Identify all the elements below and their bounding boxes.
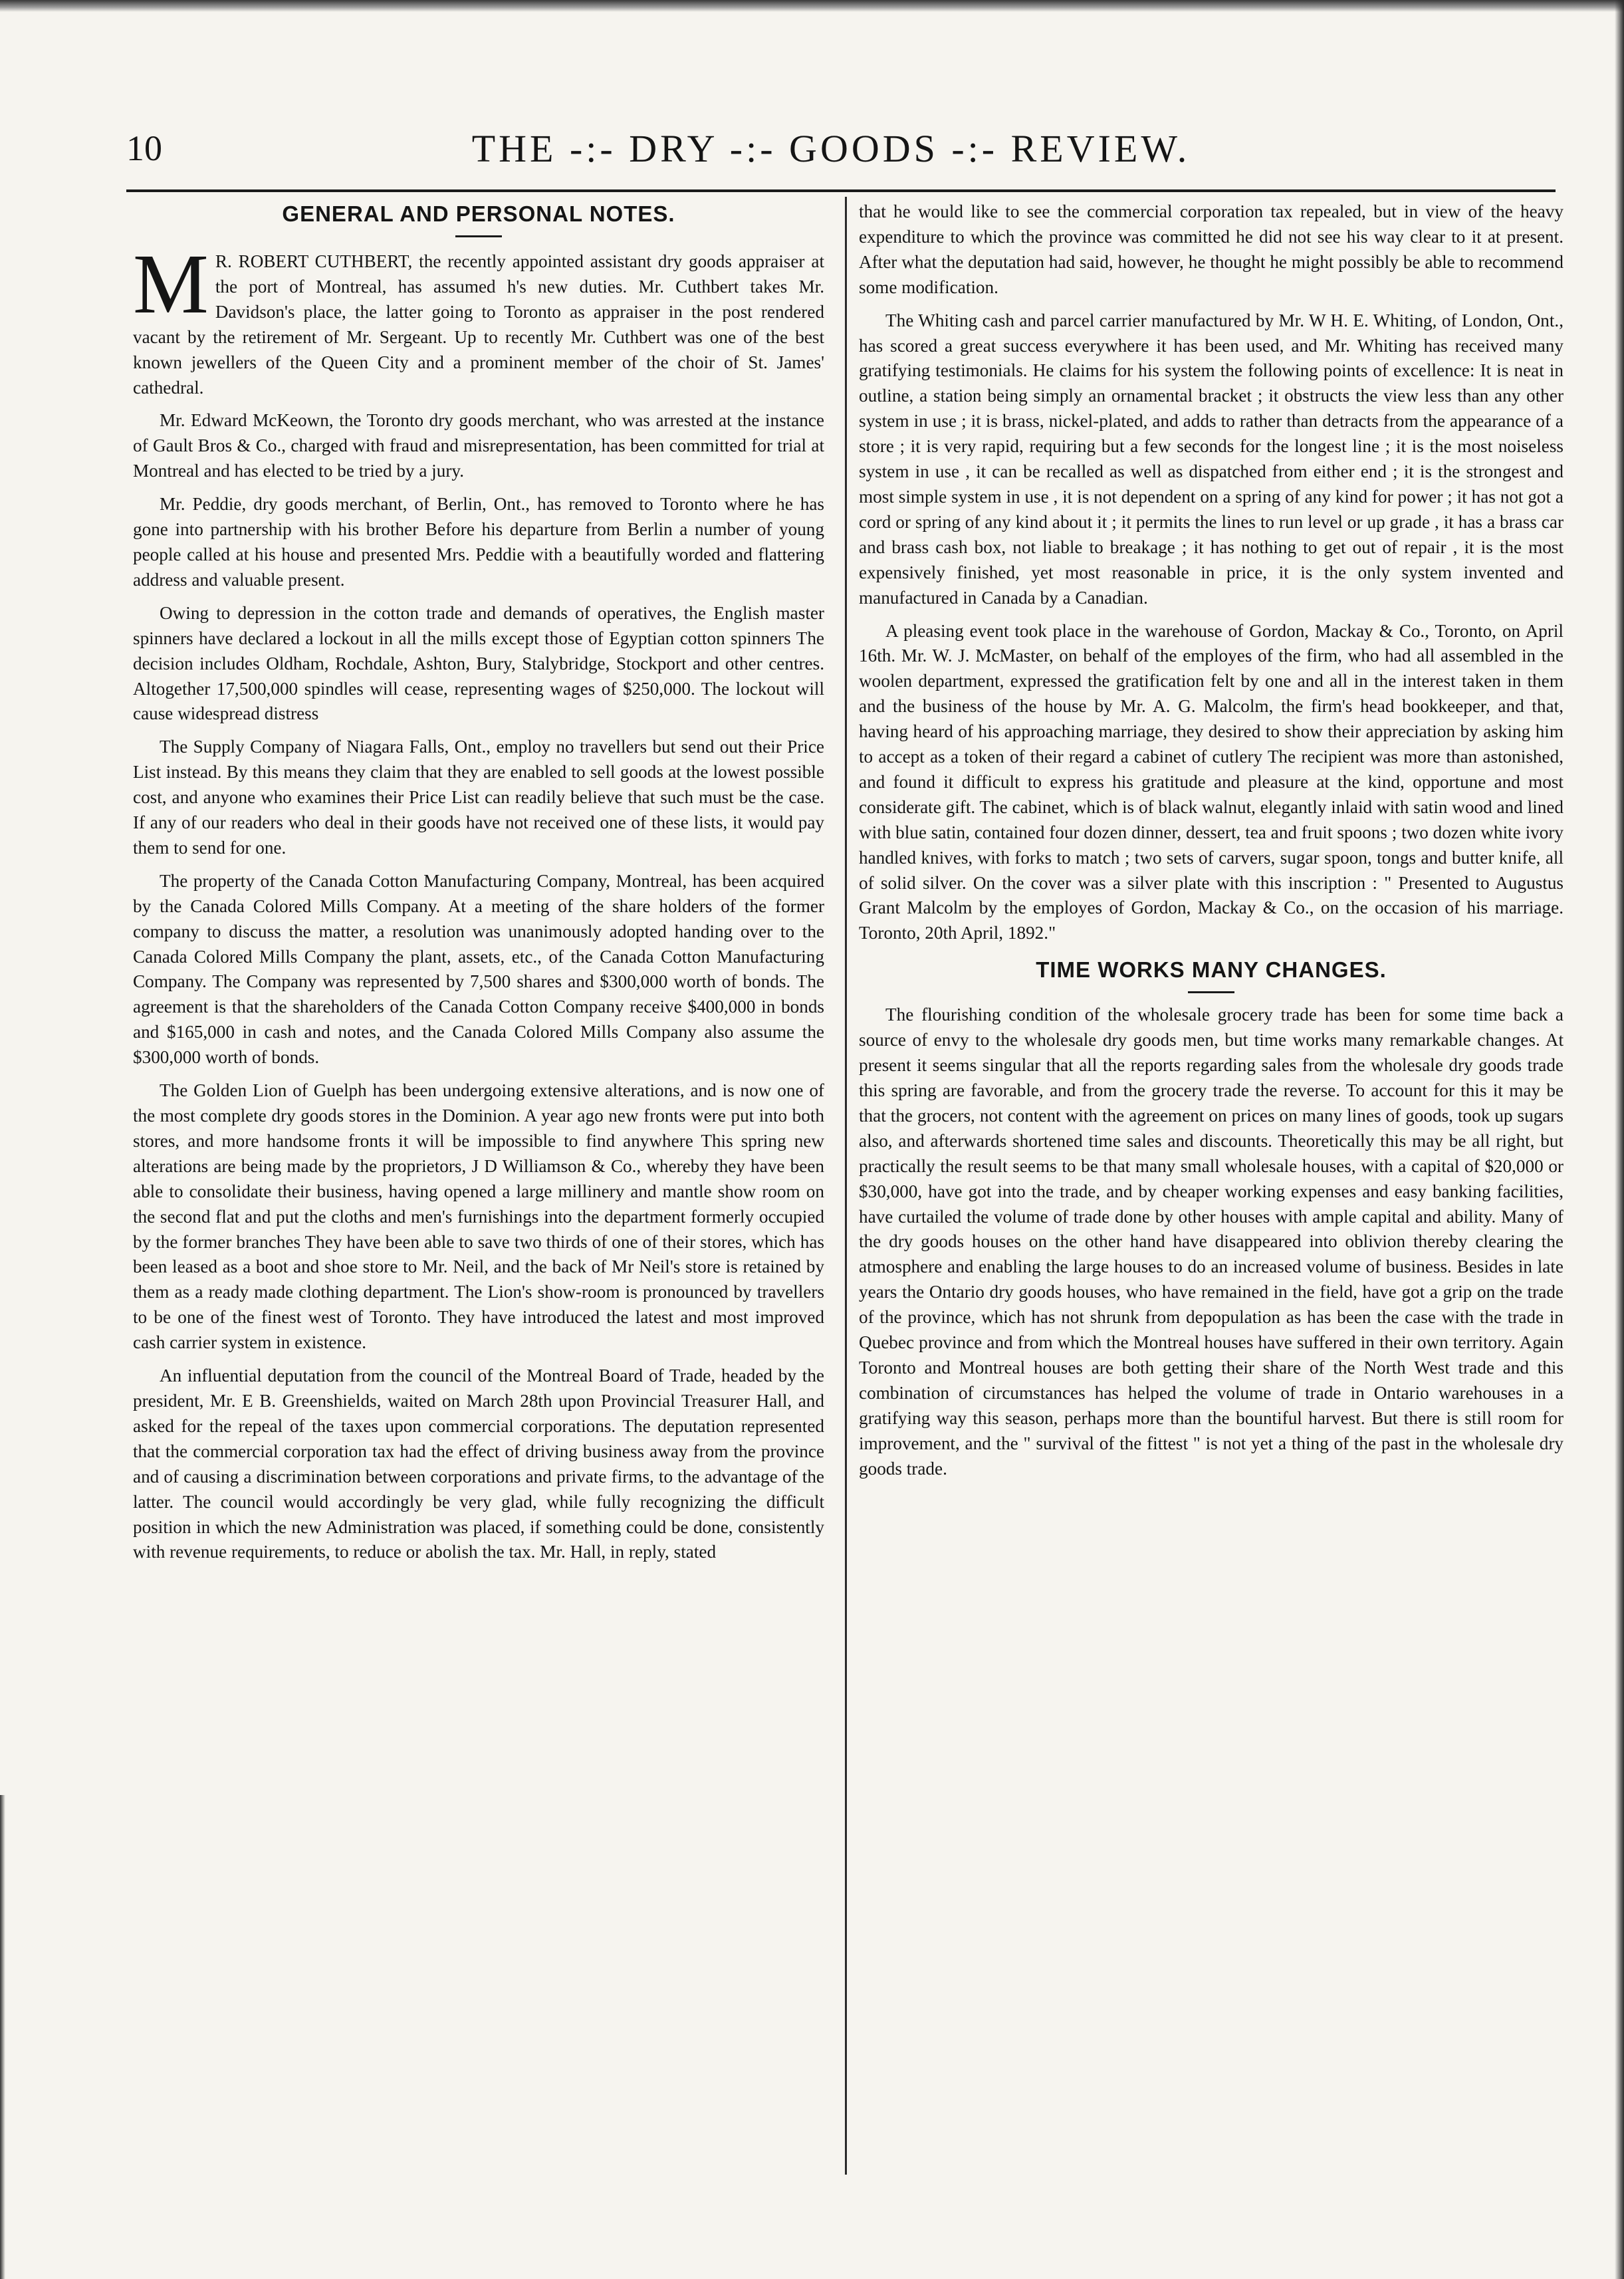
page-header <box>113 120 1549 193</box>
heading-rule <box>1188 991 1234 993</box>
article-paragraph: The Whiting cash and parcel carrier manufactured by Mr. W H. E. Whiting, of London, Ont., has scored a great success everywhere it has been used, and Mr. Whiting has received many gratifying testimonials. He claims for his system the following points of excellence: It is neat in outline, a station being simply an ornamental bracket ; it obstructs the view less than any other system in use ; it is brass, nickel-plated, and adds to rather than detracts from the appearance of a store ; it is very rapid, requiring but a few seconds for the longest line ; it is the most noiseless system in use , it can be recalled as well as dispatched from either end ; it is the strongest and most simple system in use , it is not dependent on a spring of any kind for power ; it has not got a cord or spring of any kind about it ; it permits the lines to run level or up grade , it has a brass car and brass cash box, not liable to breakage ; it has nothing to get out of repair , it is the most expensively finished, yet most reasonable in price, it is the only system invented and manufactured in Canada by a Canadian. <box>859 310 1564 608</box>
article-paragraph: The Supply Company of Niagara Falls, Ont., employ no travellers but send out their Price List instead. By this means they claim that they are enabled to sell goods at the lowest possible cost, and anyone who examines their Price List can readily believe that such must be the case. If any of our readers who deal in their goods have not received one of these lists, it would pay them to send for one. <box>133 737 824 858</box>
article-paragraph: The flourishing condition of the wholesale grocery trade has been for some time back a source of envy to the wholesale dry goods men, but time works many remarkable changes. At present it seems singular that all the reports regarding sales from the wholesale dry goods trade this spring are favorable, and from the grocery trade the reverse. To account for this it may be that the grocers, not content with the agreement on prices on many lines of goods, took up sugars also, and afterwards shortened time sales and discounts. Theoretically this may be all right, but practically the result seems to be that many small wholesale houses, with a capital of $20,000 or $30,000, have got into the trade, and by cheaper working expenses and easy banking facilities, have curtailed the volume of trade done by other houses with ample capital and ability. Many of the dry goods houses on the other hand have disappeared into oblivion thereby clearing the atmosphere and enabling the large houses to do an increased volume of business. Besides in late years the Ontario dry goods houses, who have remained in the field, have got a grip on the trade of the province, which has not shrunk from depopulation as has been the case with the trade in Quebec province and from which the Montreal houses have suffered in their own territory. Again Toronto and Montreal houses are both getting their share of the North West trade and this combination of circumstances has helped the volume of trade in Ontario warehouses in a gratifying way this season, perhaps more than the bountiful harvest. But there is still room for improvement, and the " survival of the fittest " is not yet a thing of the past in the wholesale dry goods trade. <box>859 1005 1564 1479</box>
left-column <box>133 199 824 1573</box>
paragraph-text: R. ROBERT CUTHBERT, the recently appointed assistant dry goods appraiser at the port of Montreal, has assumed h's new duties. Mr. Cuthbert takes Mr. Davidson's place, the latter going to Toronto as appraiser in the post rendered vacant by the retirement of Mr. Sergeant. Up to recently Mr. Cuthbert was one of the best known jewellers of the Queen City and a prominent member of the choir of St. James' cathedral. <box>133 251 824 398</box>
section-heading-general-notes: GENERAL AND PERSONAL NOTES. <box>282 201 675 226</box>
heading-rule <box>455 235 502 237</box>
scan-edge-top <box>0 0 1624 12</box>
article-paragraph: The property of the Canada Cotton Manufacturing Company, Montreal, has been acquired by the Canada Colored Mills Company. At a meeting of the share holders of the former company to discuss the matter, a resolution was unanimously adopted handing over to the Canada Colored Mills Company the plant, assets, etc., of the Canada Cotton Manufacturing Company. The Company was represented by 7,500 shares and $300,000 worth of bonds. The agreement is that the shareholders of the Canada Cotton Company receive $400,000 in bonds and $165,000 in cash and notes, and the Canada Colored Mills Company also assume the $300,000 worth of bonds. <box>133 870 824 1068</box>
article-paragraph: Mr. Edward McKeown, the Toronto dry goods merchant, who was arrested at the instance of Gault Bros & Co., charged with fraud and misrepresentation, has been committed for trial at Montreal and has elected to be tried by a jury. <box>133 410 824 481</box>
article-paragraph: A pleasing event took place in the warehouse of Gordon, Mackay & Co., Toronto, on April 16th. Mr. W. J. McMaster, on behalf of the employes of the firm, who had all assembled in the woolen department, expressed the gratification felt by one and all in the interest taken in them and the business of the house by Mr. A. G. Malcolm, the firm's head bookkeeper, and that, having heard of his approaching marriage, they desired to show their appreciation by asking him to accept as a token of their regard a cabinet of cutlery The recipient was more than astonished, and found it difficult to express his gratitude and pleasure at the kind, opportune and most considerate gift. The cabinet, which is of black walnut, elegantly inlaid with satin wood and lined with blue satin, contained four dozen dinner, dessert, tea and fruit spoons ; two dozen white ivory handled knives, with forks to match ; two sets of carvers, sugar spoon, tongs and butter knife, all of solid silver. On the cover was a silver plate with this inscription : " Presented to Augustus Grant Malcolm by the employes of Gordon, Mackay & Co., on the occasion of his marriage. Toronto, 20th April, 1892." <box>859 620 1564 943</box>
page-number: 10 <box>126 128 162 168</box>
article-paragraph: that he would like to see the commercial corporation tax repealed, but in view of the heavy expenditure to which the province was committed he did not see his way clear to it at present. After what the deputation had said, however, he thought he might possibly be able to recommend some modification. <box>859 201 1564 297</box>
article-paragraph: Mr. Peddie, dry goods merchant, of Berlin, Ont., has removed to Toronto where he has gone into partnership with his brother Before his departure from Berlin a number of young people called at his house and presented Mrs. Peddie with a beautifully worded and flattering address and valuable present. <box>133 494 824 590</box>
header-rule <box>126 189 1556 192</box>
article-paragraph: The Golden Lion of Guelph has been undergoing extensive alterations, and is now one of the most complete dry goods stores in the Dominion. A year ago new fronts were put into both stores, and more handsome fronts it will be impossible to find anywhere This spring new alterations are being made by the proprietors, J D Williamson & Co., whereby they have been able to consolidate their business, having opened a large millinery and mantle show room on the second flat and put the cloths and men's furnishings into the department formerly occupied by the former branches They have been able to save two thirds of one of their stores, which has been leased as a boot and shoe store to Mr. Neil, and the back of Mr Neil's store is retained by them as a ready made clothing department. The Lion's show-room is pronounced by travellers to be one of the finest west of Toronto. They have introduced the latest and most improved cash carrier system in existence. <box>133 1080 824 1353</box>
article-paragraph: An influential deputation from the council of the Montreal Board of Trade, headed by the president, Mr. E B. Greenshields, waited on March 28th upon Provincial Treasurer Hall, and asked for the repeal of the taxes upon commercial corporations. The deputation represented that the commercial corporation tax had the effect of driving business away from the province and of causing a discrimination between corporations and private firms, to the advantage of the latter. The council would accordingly be very glad, while fully recognizing the difficult position in which the new Administration was placed, if something could be done, consistently with revenue requirements, to reduce or abolish the tax. Mr. Hall, in reply, stated <box>133 1366 824 1562</box>
scan-edge-right <box>1615 0 1624 2279</box>
column-divider <box>845 197 847 2175</box>
drop-cap: M <box>133 237 209 331</box>
section-heading-time-works: TIME WORKS MANY CHANGES. <box>1036 957 1387 983</box>
article-paragraph: Owing to depression in the cotton trade and demands of operatives, the English master spinners have declared a lockout in all the mills except those of Egyptian cotton spinners The decision includes Oldham, Rochdale, Ashton, Bury, Stalybridge, Stockport and other centres. Altogether 17,500,000 spindles will cease, representing wages of $250,000. The lockout will cause widespread distress <box>133 602 824 724</box>
scan-edge-left <box>0 1795 5 2279</box>
running-title: THE -:- DRY -:- GOODS -:- REVIEW. <box>471 127 1191 170</box>
time-works-section <box>859 955 1564 1481</box>
right-column <box>859 199 1564 1490</box>
article-paragraph <box>133 237 824 400</box>
